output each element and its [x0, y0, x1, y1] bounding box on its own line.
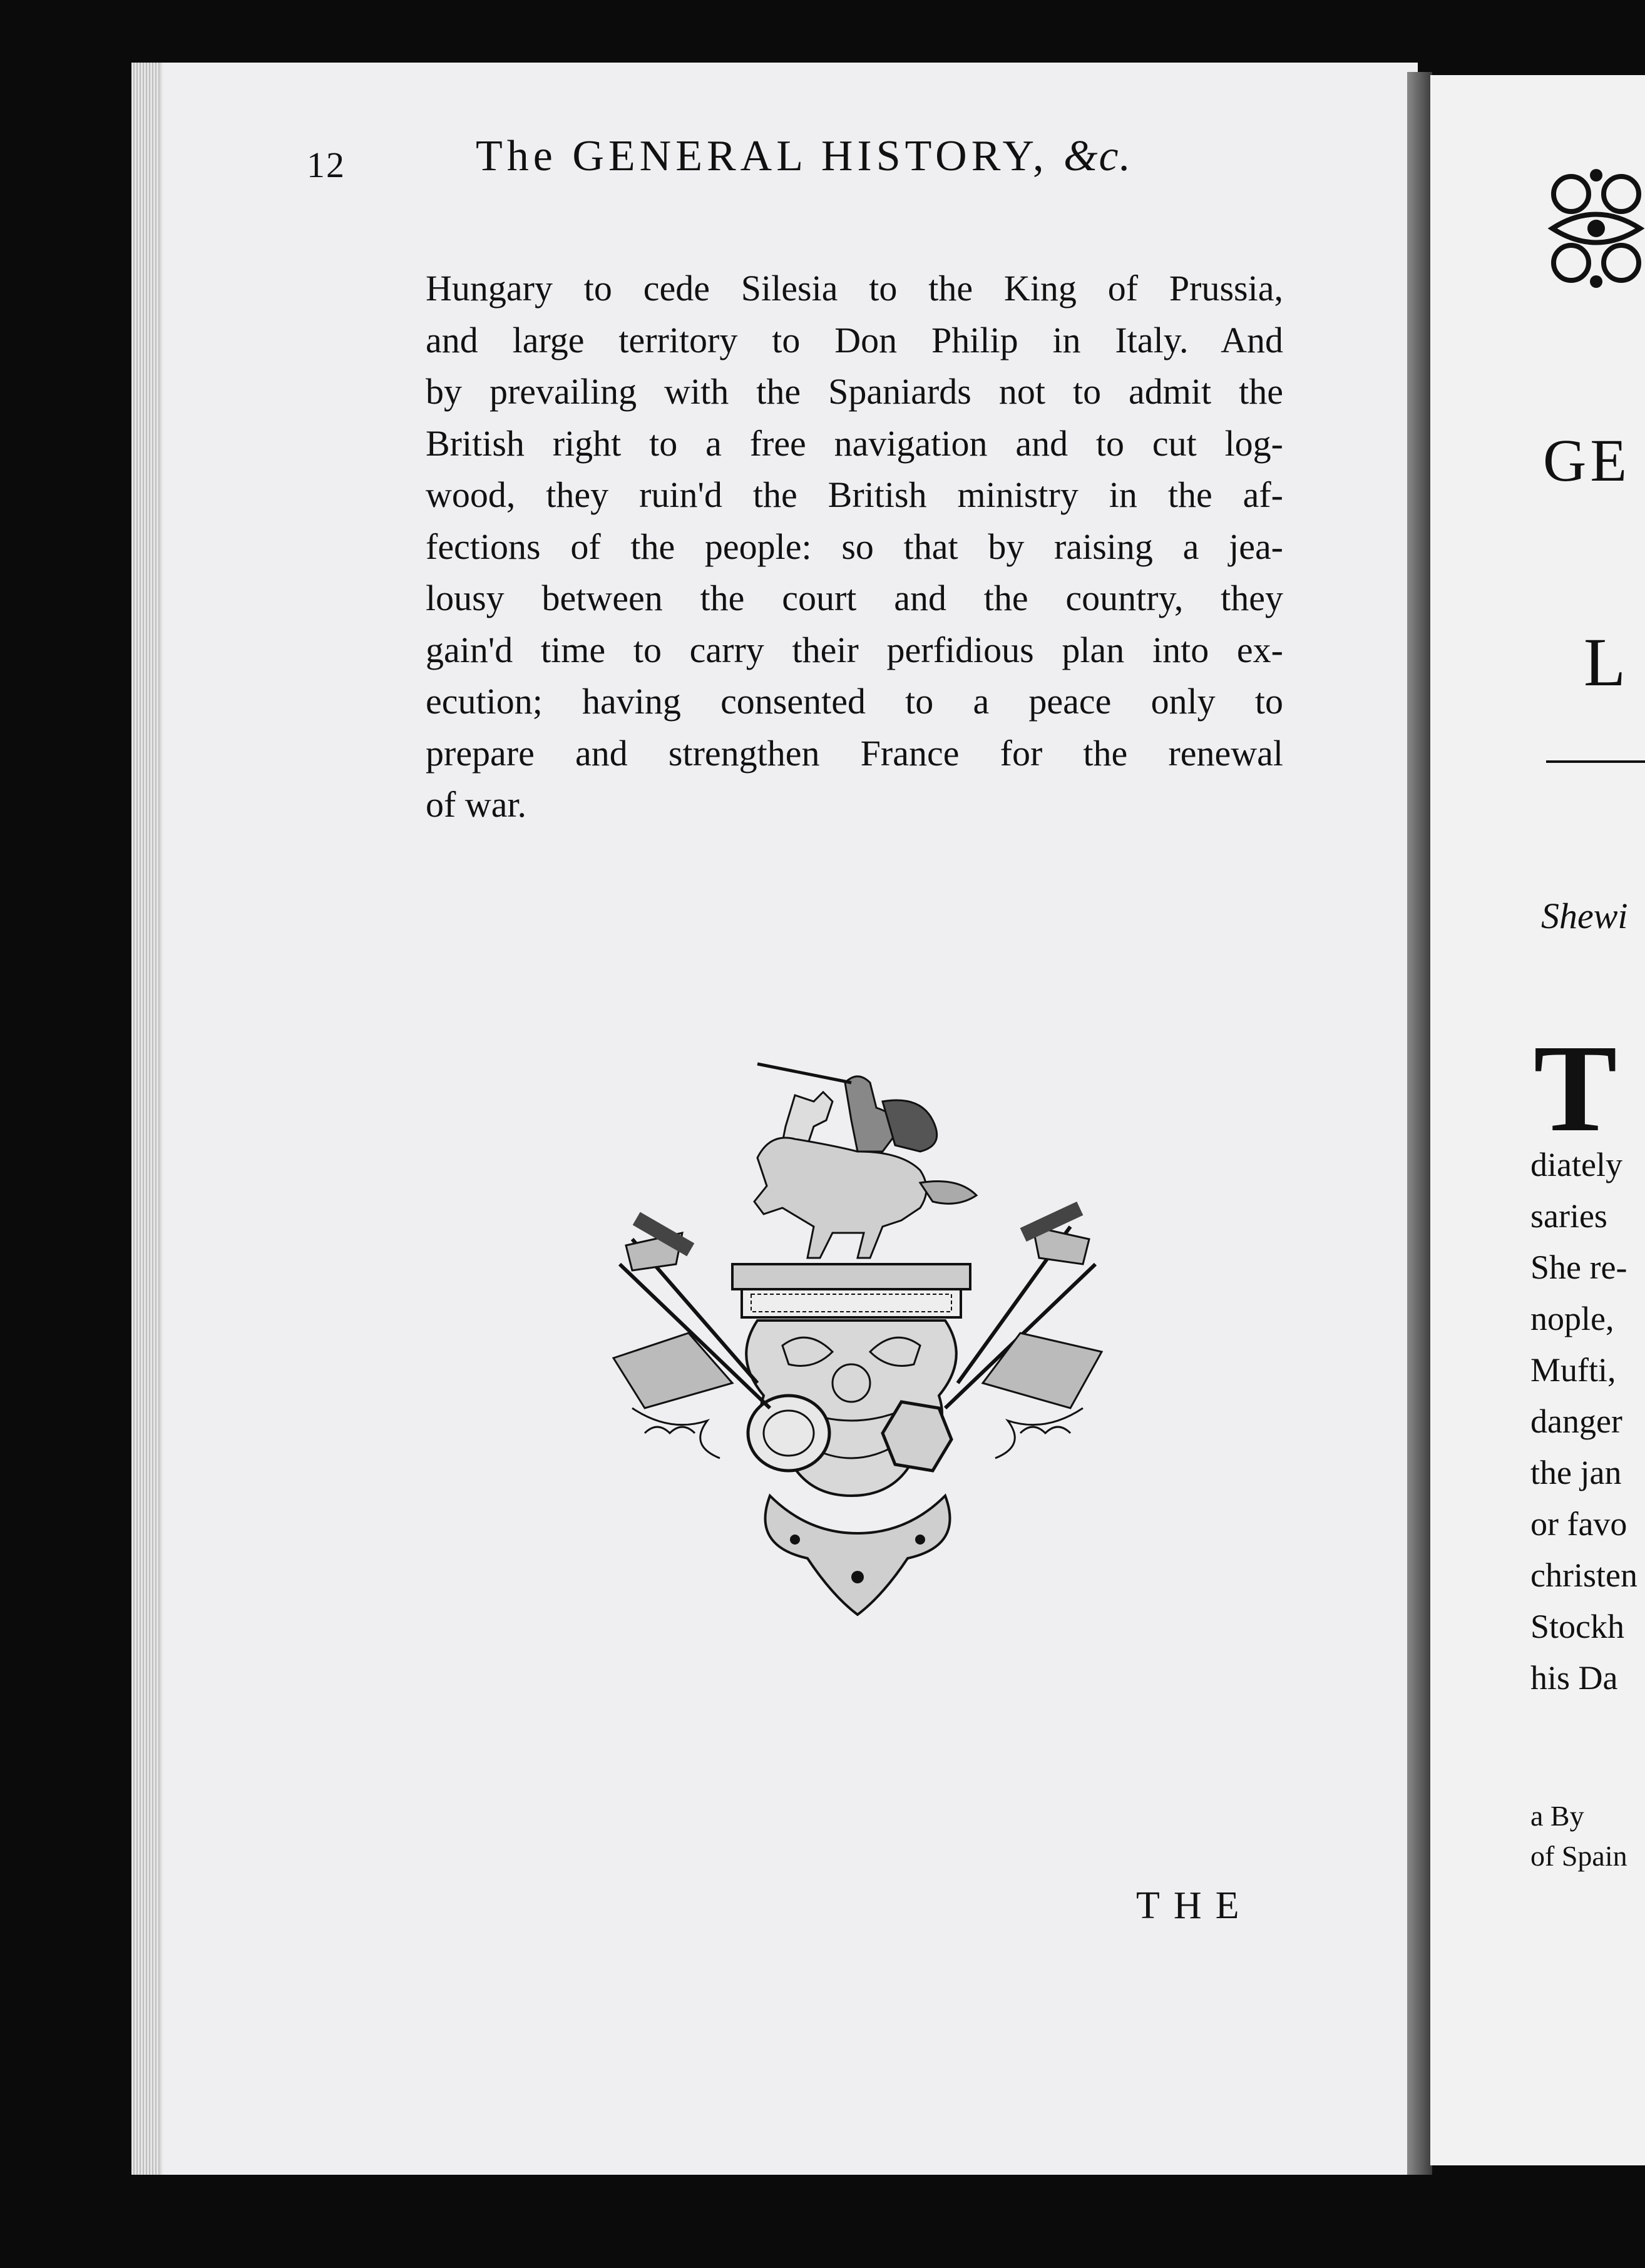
right-subtitle-fragment: Shewi: [1541, 896, 1628, 936]
text-fragment: Mufti,: [1530, 1351, 1616, 1389]
footnote-line: of Spain: [1530, 1840, 1627, 1872]
running-head-the: The: [476, 132, 557, 180]
text-fragment: or favo: [1530, 1505, 1627, 1543]
text-fragment: his Da: [1530, 1659, 1618, 1697]
text-line: wood, they ruin'd the British ministry in the af-: [426, 474, 1283, 515]
equestrian-trophy-ornament-icon: [607, 1058, 1108, 1621]
text-line: by prevailing with the Spaniards not to admit the: [426, 371, 1283, 412]
body-text: [426, 263, 1283, 831]
right-title-fragment-2: L: [1584, 624, 1626, 700]
text-line: Hungary to cede Silesia to the King of Prussia,: [426, 268, 1283, 309]
text-line: prepare and strengthen France for the renewal: [426, 732, 1283, 774]
text-line: ecution; having consented to a peace only to: [426, 681, 1283, 722]
footnote-line: a By: [1530, 1800, 1584, 1832]
divider-rule: [1546, 760, 1645, 763]
page-number: 12: [307, 145, 346, 185]
text-fragment: christen: [1530, 1556, 1637, 1594]
book-gutter: [1407, 72, 1432, 2175]
text-fragment: saries: [1530, 1197, 1607, 1235]
running-head: [476, 131, 1132, 181]
drop-cap: T: [1534, 1019, 1617, 1158]
text-line: lousy between the court and the country, they: [426, 578, 1283, 618]
text-line: gain'd time to carry their perfidious plan into ex-: [426, 629, 1283, 670]
text-line: fections of the people: so that by raising a jea-: [426, 526, 1283, 567]
running-head-title: GENERAL HISTORY,: [572, 132, 1048, 180]
fleuron-icon: [1540, 163, 1645, 294]
text-fragment: She re-: [1530, 1249, 1627, 1286]
page-edge-stack: [131, 63, 159, 2175]
text-line: of war.: [426, 784, 527, 825]
text-fragment: Stockh: [1530, 1608, 1625, 1645]
text-line: and large territory to Don Philip in Italy. And: [426, 319, 1283, 360]
text-line: British right to a free navigation and to cut log-: [426, 422, 1283, 464]
catchword: THE: [1136, 1884, 1253, 1927]
right-text-fragments: [1530, 1139, 1637, 1704]
running-head-etc: &c.: [1063, 132, 1132, 180]
text-fragment: diately: [1530, 1146, 1622, 1183]
text-fragment: danger: [1530, 1402, 1622, 1440]
text-fragment: the jan: [1530, 1454, 1622, 1491]
right-title-fragment: GE: [1543, 427, 1631, 494]
text-fragment: nople,: [1530, 1300, 1614, 1337]
footnote-fragment: [1530, 1796, 1627, 1876]
